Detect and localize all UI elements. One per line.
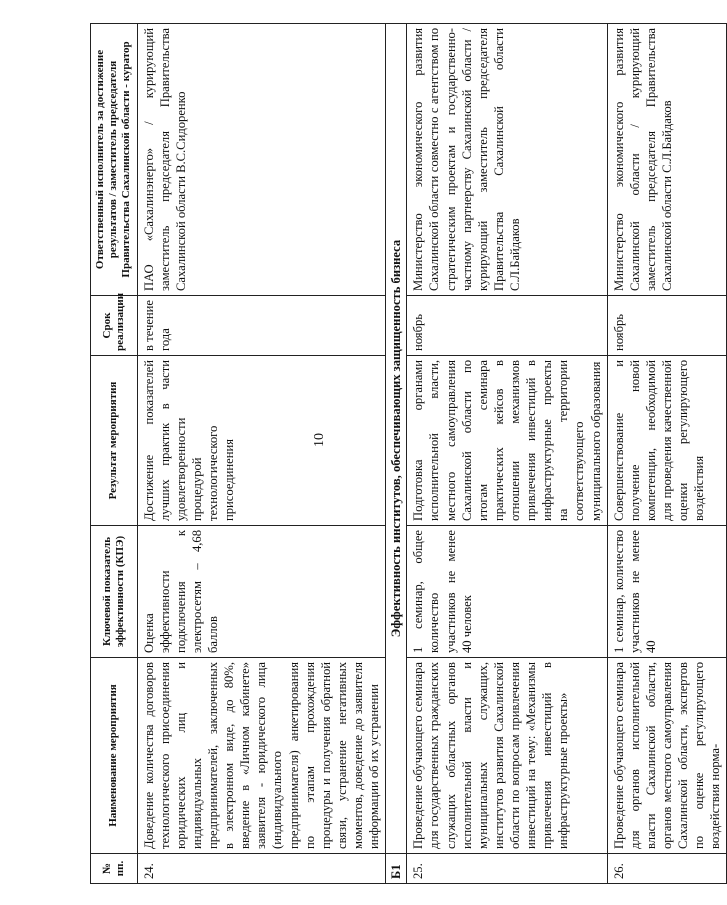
row-term: ноябрь <box>607 296 727 356</box>
row-num: 24. <box>137 854 386 884</box>
table-row <box>407 24 607 884</box>
row-responsible: Министерство экономического развития Сахалинской области / курирующий заместитель председателя Правительства Сахалинской области С.Л.Байдаков <box>607 24 727 296</box>
row-kpi: 1 семинар, количество участников не менее 40 <box>607 526 727 658</box>
row-term: ноябрь <box>407 296 607 356</box>
table-header-row <box>91 24 138 884</box>
row-result: Подготовка органами исполнительной власти, местного самоуправления Сахалинской области по итогам семинара практических кейсов в отношении механизмов привлечения инвестиций в инфраструктурные проекты на территории соответствующего муниципального образования <box>407 356 607 526</box>
row-result: Достижение показателей лучших практик в части удовлетворенности процедурой технологического присоединения <box>137 356 386 526</box>
row-result: Совершенствование и получение новой компетенции, необходимой для проведения качественной оценки регулирующего воздействия <box>607 356 727 526</box>
row-responsible: Министерство экономического развития Сахалинской области совместно с агентством по стратегическим проектам и государственно-частному партнерству Сахалинской области / курирующий заместитель председателя Правительства Сахалинской области С.Л.Байдаков <box>407 24 607 296</box>
row-kpi: Оценка эффективности подключения к электросетям – 4,68 баллов <box>137 526 386 658</box>
row-num: 25. <box>407 854 607 884</box>
header-term: Срок реализации <box>91 296 138 356</box>
plan-table <box>90 23 727 884</box>
row-term: в течение года <box>137 296 386 356</box>
row-kpi: 1 семинар, общее количество участников не менее 40 человек <box>407 526 607 658</box>
plan-table-container <box>90 24 723 884</box>
header-num: № пп. <box>91 854 138 884</box>
header-responsible: Ответственный исполнитель за достижение результатов / заместитель председателя Правительства Сахалинской области - куратор <box>91 24 138 296</box>
header-kpi: Ключевой показатель эффективности (КПЭ) <box>91 526 138 658</box>
table-row <box>137 24 386 884</box>
header-result: Результат мероприятия <box>91 356 138 526</box>
row-name: Доведение количества договоров технологического присоединения юридических лиц и индивидуальных предпринимателей, заключенных в электронном виде, до 80%, введение в «Личном кабинете» заявителя - юридического лица (индивидуального предпринимателя) анкетирования по этапам прохождения процедуры и получения обратной связи, устранение негативных моментов, доведение до заявителя информации об их устранении <box>137 658 386 854</box>
row-name: Проведение обучающего семинара для государственных гражданских служащих областных органов исполнительной власти и муниципальных служащих, институтов развития Сахалинской области по вопросам привлечения инвестиций на тему: «Механизмы привлечения инвестиций в инфраструктурные проекты» <box>407 658 607 854</box>
section-code: Б1 <box>386 854 407 884</box>
table-row <box>607 24 727 884</box>
row-responsible: ПАО «Сахалинэнерго» / курирующий заместитель председателя Правительства Сахалинской области В.С.Сидоренко <box>137 24 386 296</box>
row-num: 26. <box>607 854 727 884</box>
section-title: Эффективность институтов, обеспечивающих защищенность бизнеса <box>386 24 407 854</box>
row-name: Проведение обучающего семинара для органов исполнительной власти Сахалинской области, органов местного самоуправления Сахалинской области, экспертов по оценке регулирующего воздействия норма- <box>607 658 727 854</box>
section-row <box>386 24 407 884</box>
header-name: Наименование мероприятия <box>91 658 138 854</box>
page-number: 10 <box>312 433 327 447</box>
